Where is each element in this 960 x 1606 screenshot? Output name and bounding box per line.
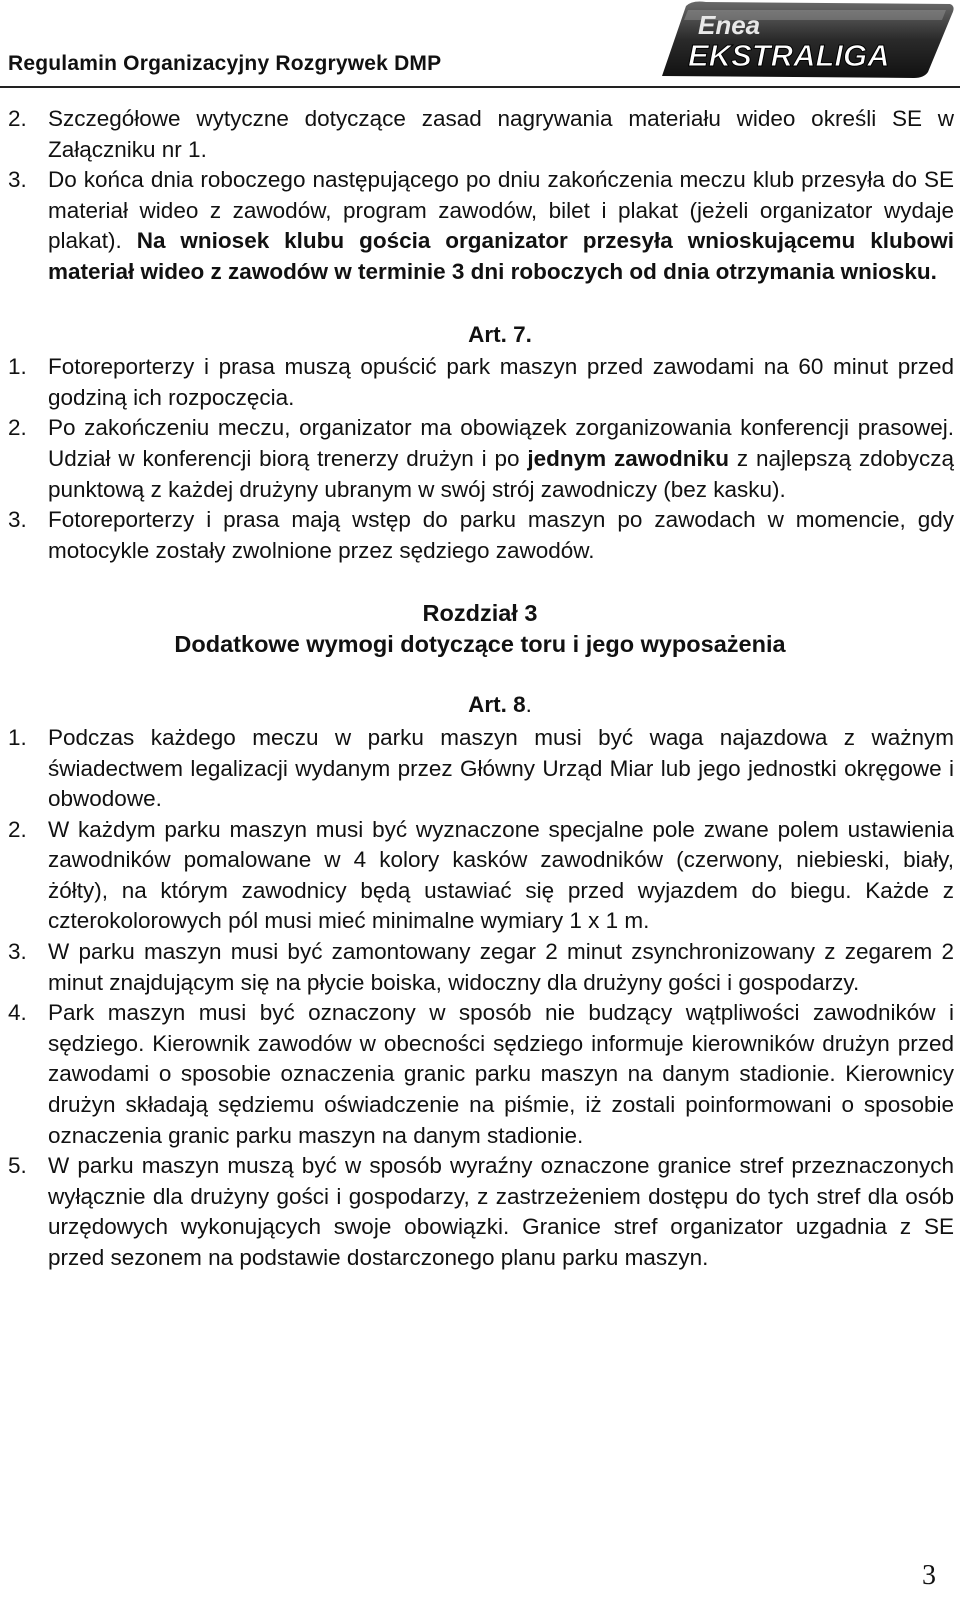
page-header bbox=[0, 0, 960, 88]
logo-bottom-text: EKSTRALIGA bbox=[688, 38, 890, 73]
item-text: Fotoreporterzy i prasa mają wstęp do parku maszyn po zawodach w momencie, gdy motocykle zostały zwolnione przez sędziego zawodów. bbox=[48, 507, 954, 563]
item-text: W parku maszyn muszą być w sposób wyraźny oznaczone granice stref przeznaczonych wyłącznie dla drużyny gości i gospodarzy, z zastrzeżeniem dostępu do tych stref dla osób urzędowych wykonujących swoje obowiązki. Granice stref organizator uzgadnia z SE przed sezonem na podstawie dostarczonego planu parku maszyn. bbox=[48, 1153, 954, 1270]
document-title: Regulamin Organizacyjny Rozgrywek DMP bbox=[8, 52, 442, 75]
list-item bbox=[0, 723, 960, 815]
item-text: Park maszyn musi być oznaczony w sposób nie budzący wątpliwości zawodników i sędziego. Kierownik zawodów w obecności sędziego informuje kierowników drużyn przed zawodami o sposobie oznaczenia granic parku maszyn na danym stadionie. Kierownicy drużyn składają sędziemu oświadczenie na piśmie, iż zostali poinformowani o sposobie oznaczenia granic parku maszyn na danym stadionie. bbox=[48, 1000, 954, 1148]
list-item bbox=[0, 998, 960, 1151]
page-number: 3 bbox=[922, 1560, 936, 1591]
item-text: Szczegółowe wytyczne dotyczące zasad nagrywania materiału wideo określi SE w Załączniku nr 1. bbox=[48, 106, 954, 162]
item-number: 2. bbox=[8, 106, 27, 131]
chapter-title: Dodatkowe wymogi dotyczące toru i jego wyposażenia bbox=[174, 631, 786, 658]
list-item bbox=[0, 815, 960, 937]
item-number: 3. bbox=[8, 167, 27, 193]
item-text: Po zakończeniu meczu, organizator ma obowiązek zorganizowania konferencji prasowej. Udział w konferencji biorą trenerzy drużyn i po bbox=[48, 415, 954, 471]
item-text: Fotoreporterzy i prasa muszą opuścić park maszyn przed zawodami na 60 minut przed godziną ich rozpoczęcia. bbox=[48, 354, 954, 410]
list-item bbox=[0, 104, 960, 165]
list-item bbox=[0, 352, 960, 413]
item-text: z najlepszą zdobyczą punktową z każdej drużyny ubranym w swój strój zawodniczy (bez kasku). bbox=[48, 445, 954, 502]
item-number: 1. bbox=[8, 724, 27, 750]
list-item bbox=[0, 1151, 960, 1273]
item-number: 1. bbox=[8, 354, 27, 380]
item-number: 4. bbox=[8, 1000, 27, 1026]
item-number: 2. bbox=[8, 415, 27, 441]
list-item bbox=[0, 937, 960, 998]
list-item bbox=[0, 505, 960, 566]
list-item bbox=[0, 165, 960, 287]
item-text: W parku maszyn musi być zamontowany zegar 2 minut zsynchronizowany z zegarem 2 minut znajdującym się na płycie boiska, widoczny dla drużyny gości i gospodarzy. bbox=[48, 939, 954, 995]
item-bold-text: Na wniosek klubu gościa organizator przesyła wnioskującemu klubowi materiał wideo z zawodów w terminie 3 dni roboczych od dnia otrzymania wniosku. bbox=[48, 228, 954, 284]
enea-ekstraliga-logo bbox=[658, 0, 956, 78]
item-bold-text: jednym zawodniku bbox=[527, 445, 730, 471]
document-body bbox=[0, 104, 960, 1274]
item-text: W każdym parku maszyn musi być wyznaczone specjalne pole zwane polem ustawienia zawodników pomalowane w 4 kolory kasków zawodników (czerwony, niebieski, biały, żółty), na którym zawodnicy będą ustawiać się przed wyjazdem do biegu. Każde z czterokolorowych pól musi mieć minimalne wymiary 1 x 1 m. bbox=[48, 816, 954, 934]
list-item bbox=[0, 413, 960, 505]
chapter-number: Rozdział 3 bbox=[422, 600, 538, 627]
item-number: 2. bbox=[8, 816, 27, 842]
item-text: Do końca dnia roboczego następującego po dniu zakończenia meczu klub przesyła do SE materiał wideo z zawodów, program zawodów, bilet i plakat (jeżeli organizator wydaje plakat). bbox=[48, 167, 954, 254]
item-number: 3. bbox=[8, 507, 27, 533]
logo-top-text: Enea bbox=[698, 10, 761, 40]
item-number: 3. bbox=[8, 939, 27, 965]
article-8-heading: Art. 8. bbox=[468, 692, 532, 718]
item-number: 5. bbox=[8, 1153, 27, 1179]
header-divider bbox=[0, 86, 960, 88]
article-7-heading: Art. 7. bbox=[468, 321, 532, 347]
item-text: Podczas każdego meczu w parku maszyn musi być waga najazdowa z ważnym świadectwem legalizacji wydanym przez Główny Urząd Miar lub jego jednostki okręgowe i obwodowe. bbox=[48, 724, 954, 812]
